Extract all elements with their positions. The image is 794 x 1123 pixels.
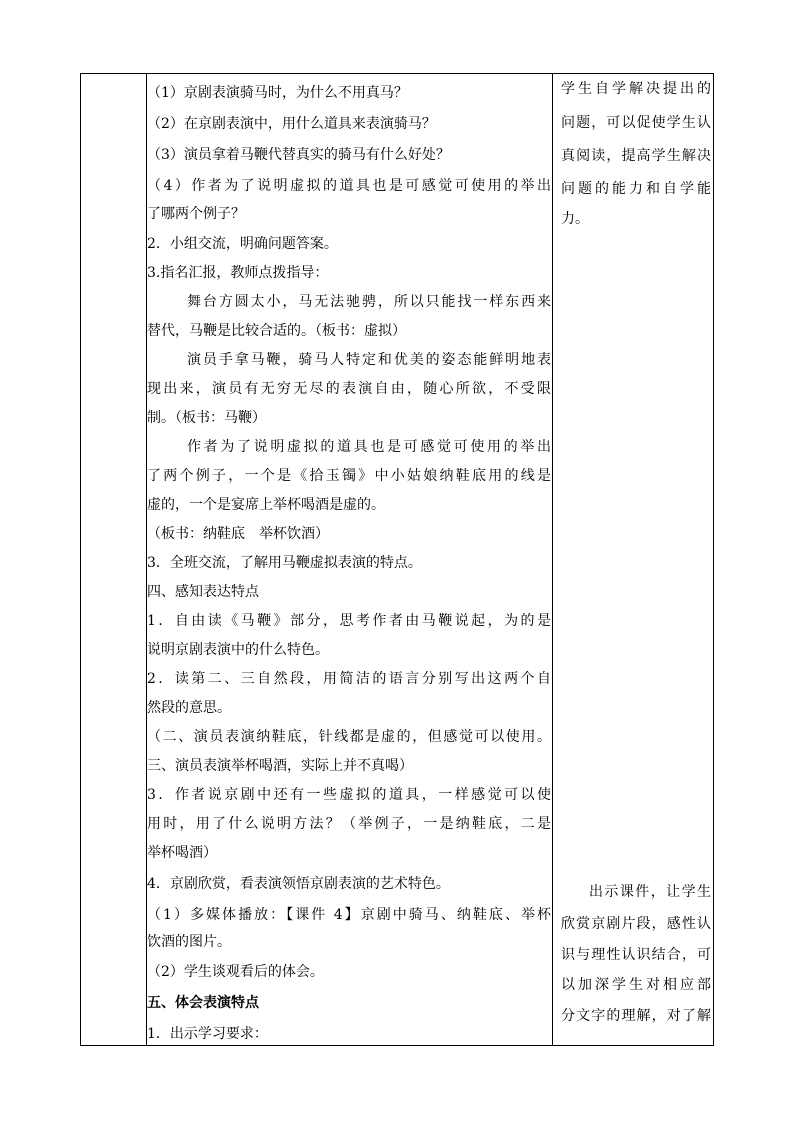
section-4-heading: 四、感知表达特点	[147, 584, 259, 600]
table-border-left	[80, 74, 81, 1045]
para-examples-end: 虚的，一个是宴席上举杯喝酒是虚的。	[147, 497, 385, 513]
intent-note-2-line-3: 识与理性认识结合，可	[561, 947, 711, 963]
task-method-cont: 用时，用了什么说明方法？（举例子，一是纳鞋底，二是	[147, 816, 551, 832]
question-3: （3）演员拿着马鞭代替真实的骑马有什么好处？	[147, 147, 450, 163]
intent-note-2-line-1: 出示课件，让学生	[589, 884, 711, 900]
lesson-table	[80, 73, 714, 1046]
design-intent-column	[553, 74, 714, 1045]
intent-note-1-line-2: 问题，可以促使学生认	[561, 115, 711, 131]
para-stage: 舞台方圆太小，马无法驰骋，所以只能找一样东西来	[187, 294, 551, 310]
question-1: （1）京剧表演骑马时，为什么不用真马？	[147, 85, 408, 101]
answer-para-3: 三、演员表演举杯喝酒，实际上并不真喝）	[147, 758, 413, 774]
intent-note-2-line-2: 欣赏京剧片段，感性认	[561, 916, 711, 932]
para-whip-end: 制。（板书：马鞭）	[147, 410, 266, 426]
answer-para-2: （二、演员表演纳鞋底，针线都是虚的，但感觉可以使用。	[147, 729, 551, 745]
board-note: （板书：纳鞋底 举杯饮酒）	[147, 526, 329, 542]
question-4-cont: 了哪两个例子？	[147, 206, 245, 222]
task-appreciate: 4．京剧欣赏，看表演领悟京剧表演的艺术特色。	[147, 876, 450, 892]
task-read-cont: 说明京剧表演中的什么特色。	[147, 642, 329, 658]
para-stage-cont: 替代，马鞭是比较合适的。（板书：虚拟）	[147, 323, 406, 339]
para-examples: 作者为了说明虚拟的道具也是可感觉可使用的举出	[187, 439, 551, 455]
intent-note-1-line-5: 力。	[561, 211, 589, 227]
para-whip-cont: 现出来，演员有无穷无尽的表演自由，随心所欲，不受限	[147, 381, 551, 397]
para-examples-cont: 了两个例子，一个是《拾玉镯》中小姑娘纳鞋底用的线是	[147, 468, 551, 484]
para-whip: 演员手拿马鞭，骑马人特定和优美的姿态能鲜明地表	[187, 352, 551, 368]
intent-note-2-line-4: 以加深学生对相应部	[561, 977, 711, 993]
step-class-exchange: 3．全班交流，了解用马鞭虚拟表演的特点。	[147, 555, 422, 571]
section-5-heading: 五、体会表演特点	[147, 995, 259, 1011]
show-requirements: 1．出示学习要求：	[147, 1026, 268, 1042]
task-summarize-cont: 然段的意思。	[147, 700, 231, 716]
media-playback: （1）多媒体播放：【课件 4】京剧中骑马、纳鞋底、举杯	[147, 907, 551, 923]
teaching-process-column	[147, 74, 551, 1045]
intent-note-1-line-1: 学生自学解决提出的	[561, 81, 711, 97]
intent-note-2-line-5: 分文字的理解，对了解	[561, 1008, 711, 1024]
task-read: 1．自由读《马鞭》部分，思考作者由马鞭说起，为的是	[147, 613, 551, 629]
step-group-discuss: 2．小组交流，明确问题答案。	[147, 236, 338, 252]
intent-note-1-line-3: 真阅读，提高学生解决	[561, 148, 711, 164]
media-playback-cont: 饮酒的图片。	[147, 934, 231, 950]
step-report: 3.指名汇报，教师点拨指导：	[147, 265, 329, 281]
task-method: 3．作者说京剧中还有一些虚拟的道具，一样感觉可以使	[147, 787, 551, 803]
question-2: （2）在京剧表演中，用什么道具来表演骑马？	[147, 116, 436, 132]
task-summarize: 2．读第二、三自然段，用简洁的语言分别写出这两个自	[147, 671, 551, 687]
task-method-end: 举杯喝酒）	[147, 845, 217, 861]
student-reflection: （2）学生谈观看后的体会。	[147, 964, 324, 980]
question-4: （4）作者为了说明虚拟的道具也是可感觉可使用的举出	[147, 178, 551, 194]
intent-note-1-line-4: 问题的能力和自学能	[561, 181, 711, 197]
